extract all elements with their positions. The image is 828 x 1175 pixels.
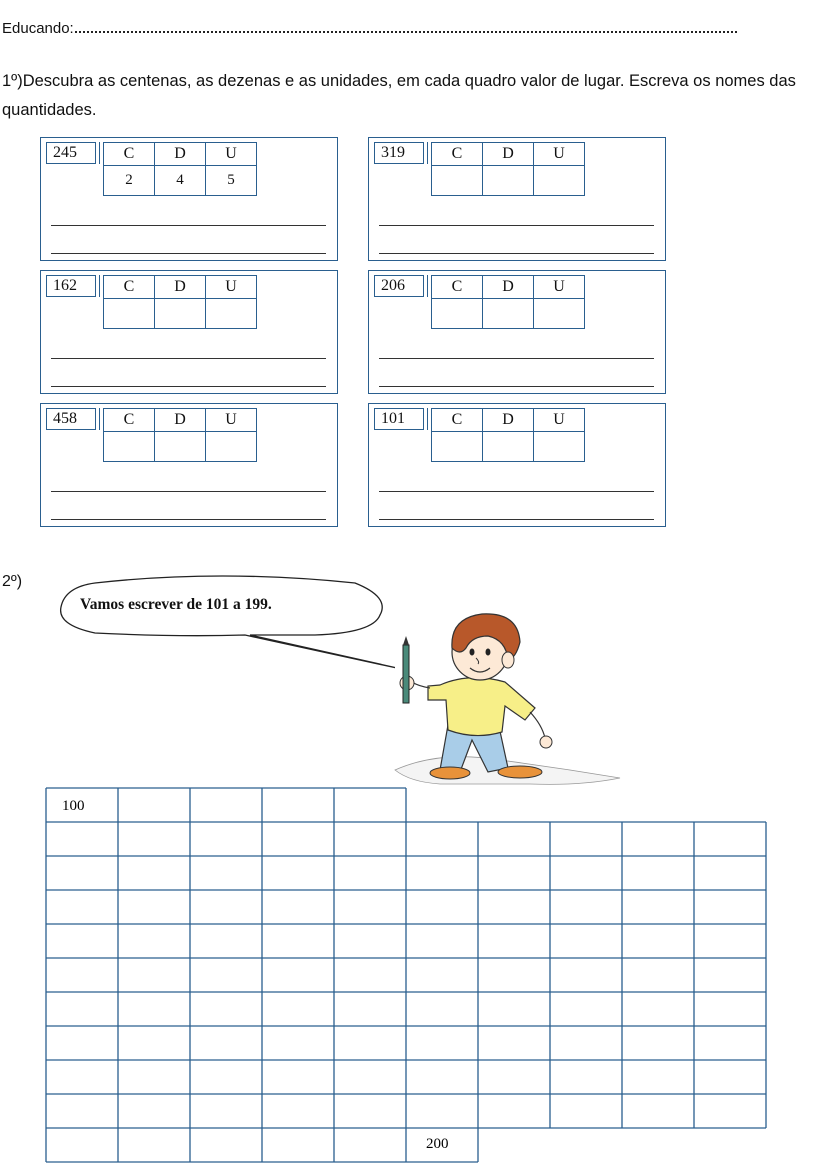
- cdu-value-cell[interactable]: [104, 432, 155, 462]
- place-value-box: [40, 403, 338, 527]
- cdu-header: C: [432, 143, 483, 166]
- place-value-box: [40, 270, 338, 394]
- answer-line[interactable]: [51, 225, 326, 226]
- cdu-value-cell[interactable]: 4: [155, 166, 206, 196]
- place-value-box: [368, 403, 666, 527]
- cdu-value-cell[interactable]: [534, 166, 585, 196]
- answer-line[interactable]: [379, 225, 654, 226]
- cdu-header: C: [432, 276, 483, 299]
- answer-line[interactable]: [379, 491, 654, 492]
- cdu-value-cell[interactable]: [483, 166, 534, 196]
- cdu-value-cell[interactable]: 5: [206, 166, 257, 196]
- place-value-box: [40, 137, 338, 261]
- cdu-table: [431, 142, 585, 196]
- cdu-header: U: [534, 143, 585, 166]
- cdu-header: C: [104, 276, 155, 299]
- cdu-header: D: [483, 143, 534, 166]
- cdu-value-cell[interactable]: [483, 432, 534, 462]
- cdu-header: U: [534, 409, 585, 432]
- cdu-header: C: [432, 409, 483, 432]
- cdu-value-cell[interactable]: [534, 432, 585, 462]
- box-number: 319: [374, 142, 424, 164]
- exercise1-instruction: 1º)Descubra as centenas, as dezenas e as unidades, em cada quadro valor de lugar. Escreva os nomes das quantidades.: [2, 72, 796, 119]
- place-value-box: [368, 137, 666, 261]
- answer-line[interactable]: [379, 386, 654, 387]
- cdu-header: D: [483, 409, 534, 432]
- box-number: 206: [374, 275, 424, 297]
- cdu-header: D: [155, 276, 206, 299]
- answer-line[interactable]: [379, 358, 654, 359]
- cdu-value-cell[interactable]: [432, 166, 483, 196]
- box-number: 101: [374, 408, 424, 430]
- answer-line[interactable]: [51, 386, 326, 387]
- cdu-header: U: [534, 276, 585, 299]
- answer-line[interactable]: [51, 519, 326, 520]
- cdu-value-cell[interactable]: 2: [104, 166, 155, 196]
- cdu-header: C: [104, 143, 155, 166]
- student-name-line: [2, 20, 737, 37]
- boy-illustration: [380, 600, 680, 790]
- answer-line[interactable]: [379, 519, 654, 520]
- cdu-header: U: [206, 276, 257, 299]
- answer-line[interactable]: [51, 491, 326, 492]
- answer-line[interactable]: [51, 253, 326, 254]
- student-label: Educando:: [2, 20, 74, 37]
- cdu-header: D: [155, 409, 206, 432]
- box-number: 162: [46, 275, 96, 297]
- exercise2-label: 2º): [2, 573, 23, 590]
- name-dotted-line[interactable]: [75, 21, 737, 33]
- box-number: 458: [46, 408, 96, 430]
- cdu-value-cell[interactable]: [534, 299, 585, 329]
- cdu-table: [431, 275, 585, 329]
- cdu-header: D: [155, 143, 206, 166]
- cdu-value-cell[interactable]: [155, 299, 206, 329]
- cdu-table: [103, 275, 257, 329]
- cdu-table: [431, 408, 585, 462]
- cdu-value-cell[interactable]: [155, 432, 206, 462]
- box-number: 245: [46, 142, 96, 164]
- cdu-table: [103, 142, 257, 196]
- place-value-box: [368, 270, 666, 394]
- cdu-value-cell[interactable]: [104, 299, 155, 329]
- cdu-value-cell[interactable]: [206, 432, 257, 462]
- answer-line[interactable]: [51, 358, 326, 359]
- speech-bubble: [55, 575, 395, 675]
- cdu-value-cell[interactable]: [432, 299, 483, 329]
- cdu-value-cell[interactable]: [432, 432, 483, 462]
- speech-text: Vamos escrever de 101 a 199.: [80, 596, 272, 613]
- cdu-header: D: [483, 276, 534, 299]
- cdu-value-cell[interactable]: [483, 299, 534, 329]
- grid-end-number: 200: [426, 1136, 449, 1152]
- cdu-value-cell[interactable]: [206, 299, 257, 329]
- grid-start-number: 100: [62, 798, 85, 814]
- cdu-header: U: [206, 409, 257, 432]
- cdu-table: [103, 408, 257, 462]
- cdu-header: C: [104, 409, 155, 432]
- answer-line[interactable]: [379, 253, 654, 254]
- cdu-header: U: [206, 143, 257, 166]
